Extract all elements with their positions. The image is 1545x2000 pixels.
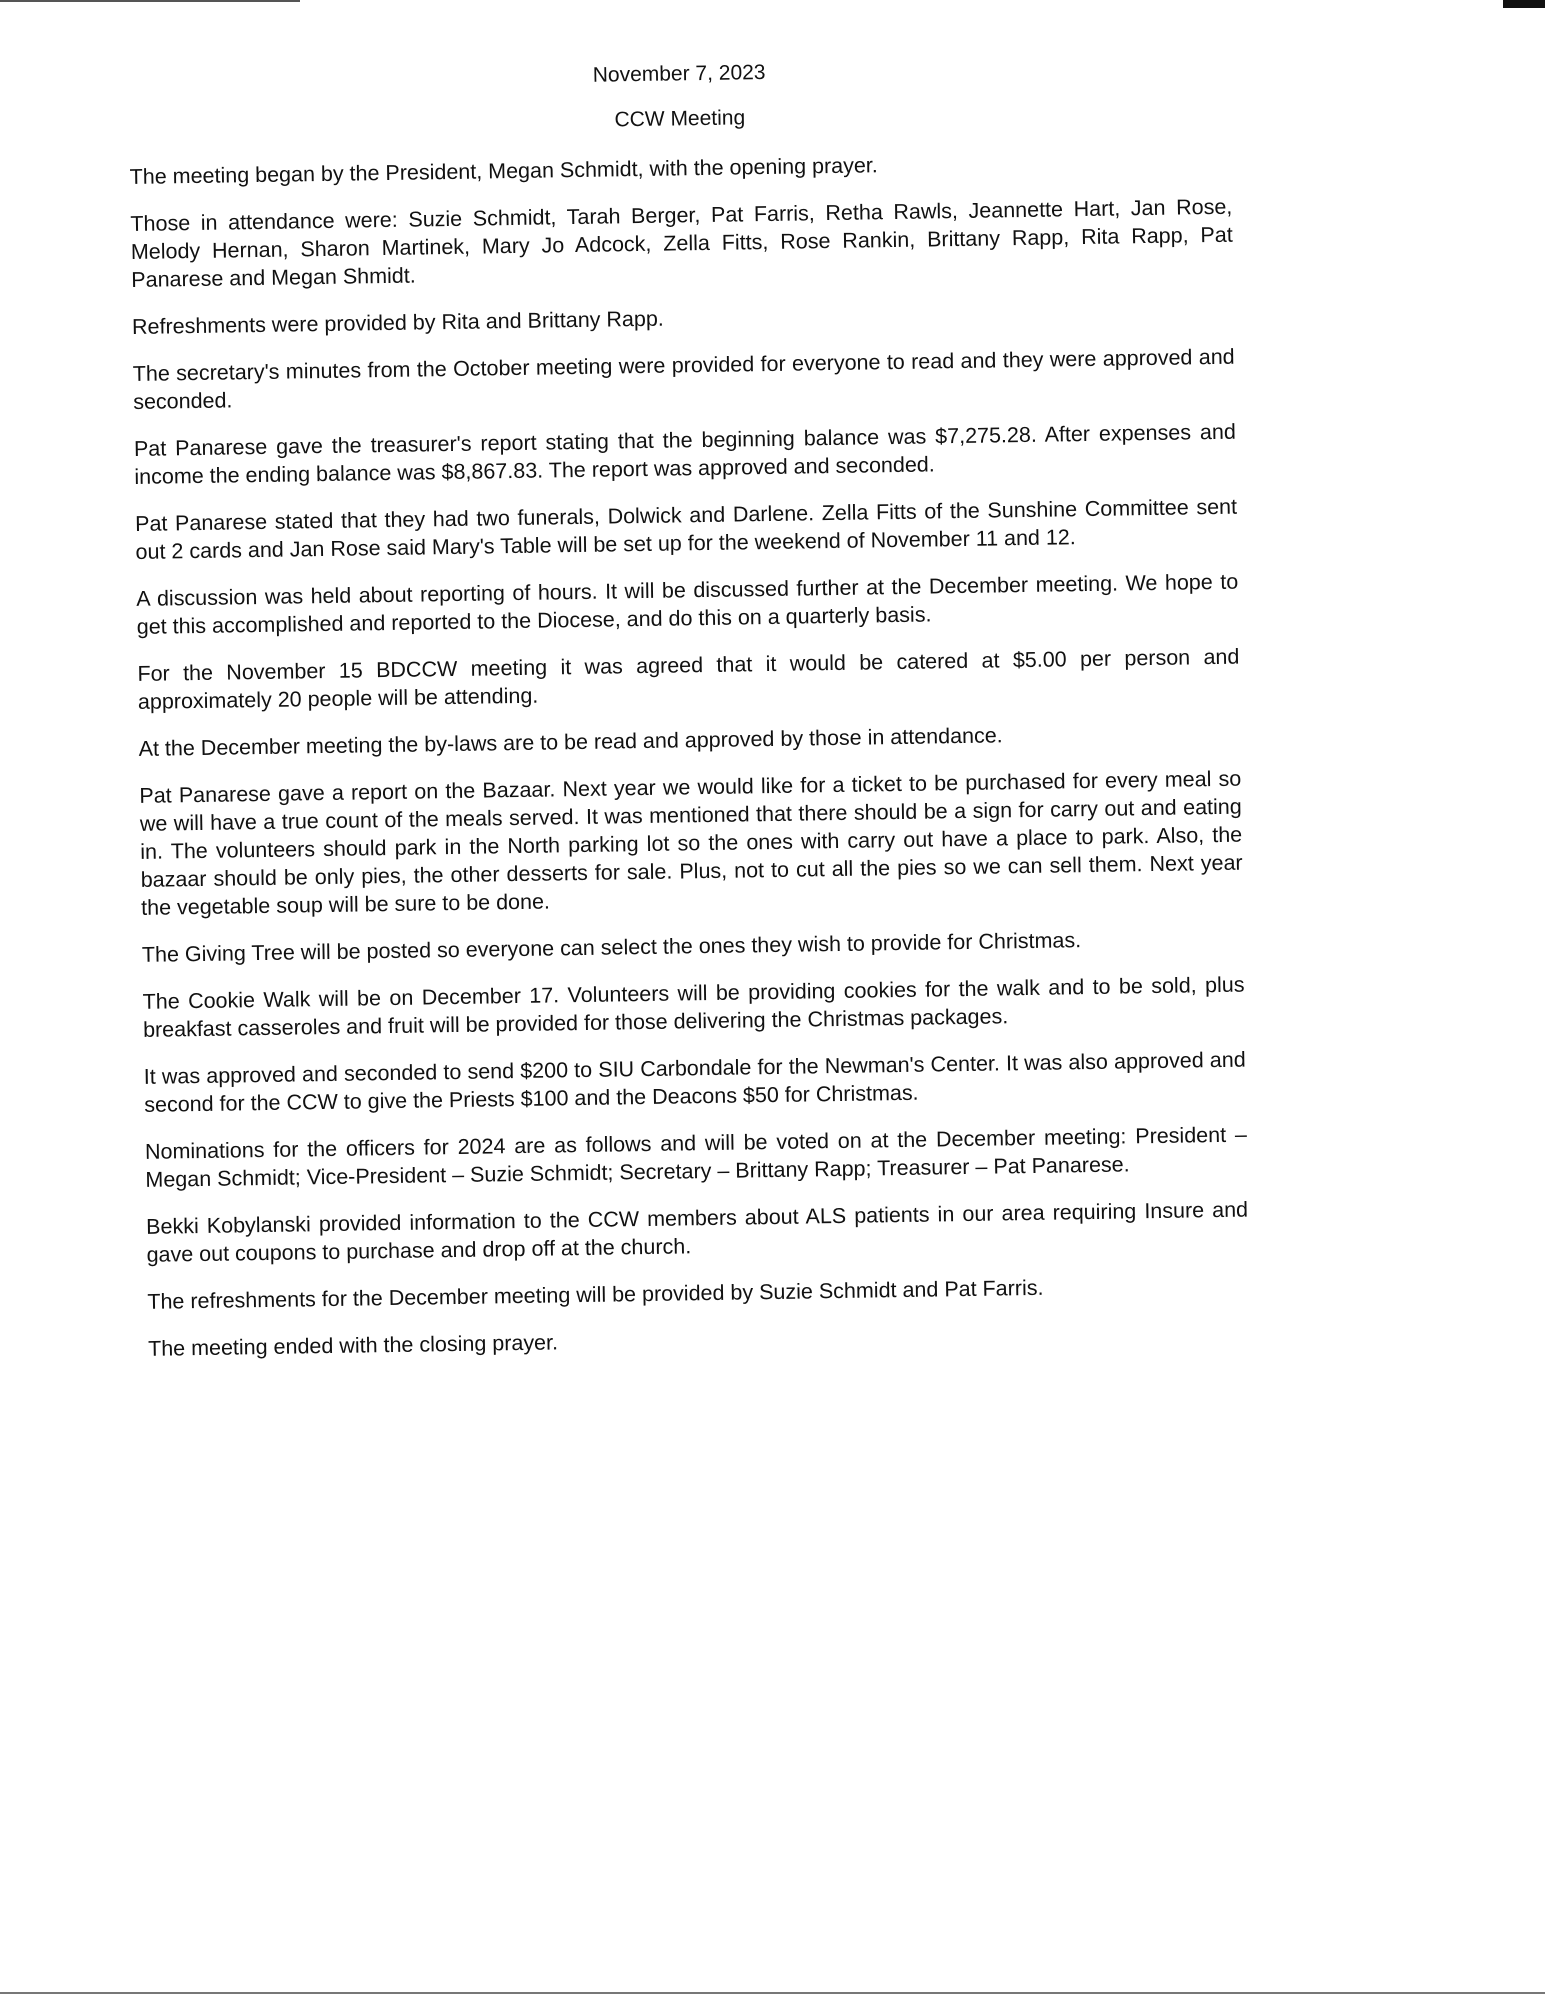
paragraph-giving-tree: The Giving Tree will be posted so everyone can select the ones they wish to provide for Christmas. (141, 928, 1082, 967)
paragraph-attendance: Those in attendance were: Suzie Schmidt, Tarah Berger, Pat Farris, Retha Rawls, Jeannette Hart, Jan Rose, Melody Hernan, Sharon Martinek, Mary Jo Adcock, Zella Fitts, Rose Rankin, Brittany Rapp, Rita Rapp, Pat Panarese and Megan Shmidt. (130, 194, 1233, 292)
paragraph-by-laws: At the December meeting the by-laws are to be read and approved by those in attendance. (138, 723, 1003, 761)
paragraph-secretary-minutes: The secretary's minutes from the October meeting were provided for everyone to read and they were approved and seconded. (132, 344, 1235, 414)
paragraph-refreshments: Refreshments were provided by Rita and Brittany Rapp. (131, 306, 664, 339)
paragraph-cookie-walk: The Cookie Walk will be on December 17. Volunteers will be providing cookies for the walk and to be sold, plus breakfast casseroles and fruit will be provided for those delivering the Christmas packages. (142, 972, 1245, 1042)
paragraph-bazaar-report: Pat Panarese gave a report on the Bazaar. Next year we would like for a ticket to be purchased for every meal so we will have a true count of the meals served. It was mentioned that there should be a sign for carry out and eating in. The volunteers should park in the North parking lot so the ones with carry out have a place to park. Also, the bazaar should be only pies, the other desserts for sale. Plus, not to cut all the pies so we can sell them. Next year the vegetable soup will be sure to be done. (139, 766, 1243, 920)
scan-corner-mark (1503, 0, 1545, 8)
paragraph-opening: The meeting began by the President, Megan Schmidt, with the opening prayer. (129, 153, 878, 189)
meeting-title: CCW Meeting (614, 106, 746, 132)
meeting-date: November 7, 2023 (592, 60, 766, 87)
paragraph-treasurer-report: Pat Panarese gave the treasurer's report stating that the beginning balance was $7,275.28. After expenses and income the ending balance was $8,867.83. The report was approved and seconded. (133, 419, 1237, 489)
paragraph-funerals: Pat Panarese stated that they had two funerals, Dolwick and Darlene. Zella Fitts of the Sunshine Committee sent out 2 cards and Jan Rose said Mary's Table will be set up for the weekend of November 11 and 12. (134, 494, 1238, 564)
paragraph-als-information: Bekki Kobylanski provided information to the CCW members about ALS patients in our area requiring Insure and gave out coupons to purchase and drop off at the church. (145, 1197, 1249, 1267)
paragraph-bdccw-meeting: For the November 15 BDCCW meeting it was agreed that it would be catered at $5.00 per person and approximately 20 people will be attending. (137, 644, 1240, 714)
paragraph-nominations: Nominations for the officers for 2024 are as follows and will be voted on at the December meeting: President – Megan Schmidt; Vice-President – Suzie Schmidt; Secretary – Brittany Rapp; Treasurer – Pat Panarese. (144, 1122, 1248, 1192)
meeting-minutes-page (128, 53, 1250, 1363)
paragraph-closing: The meeting ended with the closing prayer. (147, 1330, 559, 1361)
paragraph-december-refreshments: The refreshments for the December meeting will be provided by Suzie Schmidt and Pat Farris. (147, 1275, 1044, 1314)
scan-bottom-edge (0, 1992, 1545, 1994)
paragraph-donations: It was approved and seconded to send $200 to SIU Carbondale for the Newman's Center. It was also approved and second for the CCW to give the Priests $100 and the Deacons $50 for Christmas. (143, 1047, 1246, 1117)
scan-edge-mark (0, 0, 300, 2)
paragraph-hours-reporting: A discussion was held about reporting of hours. It will be discussed further at the December meeting. We hope to get this accomplished and reported to the Diocese, and do this on a quarterly basis. (136, 569, 1239, 639)
